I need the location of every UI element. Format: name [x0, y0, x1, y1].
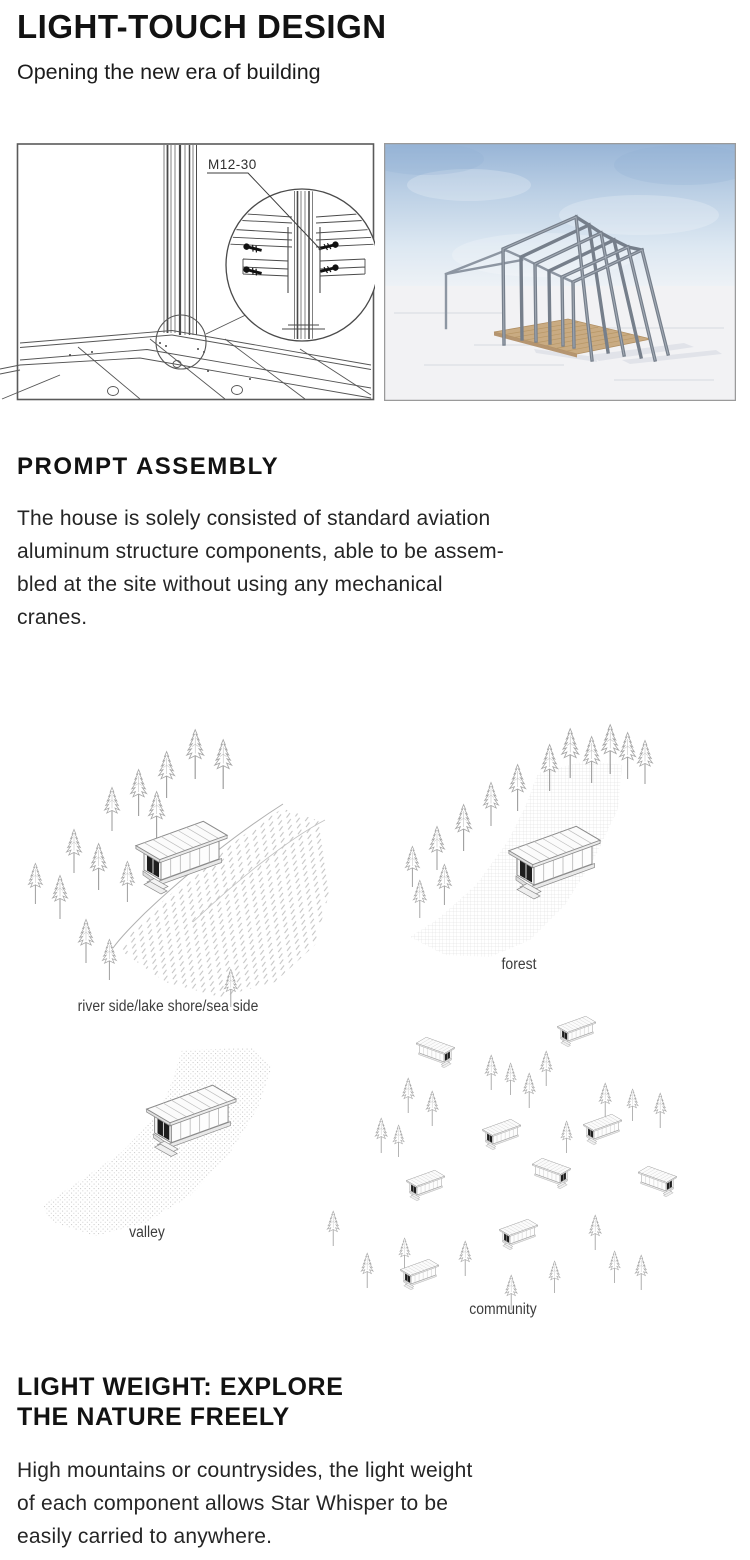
bolt-callout-label: M12-30: [208, 157, 257, 172]
pine-trees: [327, 1051, 666, 1310]
scene-river-side: [25, 710, 335, 1010]
section-body-prompt-assembly: [17, 502, 504, 634]
page-subtitle: Opening the new era of building: [17, 60, 321, 84]
section-body-light-weight: [17, 1454, 473, 1553]
body-line: cranes.: [17, 606, 88, 629]
page-title: LIGHT-TOUCH DESIGN: [17, 8, 387, 45]
scene-forest: [390, 705, 730, 975]
site-label-community: community: [469, 1301, 537, 1318]
heading-line: LIGHT WEIGHT: EXPLORE: [17, 1373, 344, 1401]
figure-frame-structure-render: [384, 143, 736, 401]
body-line: The house is solely consisted of standard aviation: [17, 507, 491, 530]
cabin-cluster: [400, 1016, 676, 1290]
body-line: bled at the site without using any mechanical: [17, 573, 443, 596]
body-line: High mountains or countrysides, the light weight: [17, 1459, 473, 1482]
figure-joint-detail-drawing: [0, 143, 375, 401]
scene-valley: [30, 1048, 315, 1243]
body-line: of each component allows Star Whisper to be: [17, 1492, 449, 1515]
body-line: easily carried to anywhere.: [17, 1525, 273, 1548]
section-heading-light-weight: [17, 1372, 344, 1432]
heading-line: THE NATURE FREELY: [17, 1403, 290, 1431]
section-heading-prompt-assembly: PROMPT ASSEMBLY: [17, 453, 280, 480]
joint-detail-drawing: [0, 143, 375, 401]
scene-community: [308, 1002, 740, 1317]
body-line: aluminum structure components, able to be assem-: [17, 540, 504, 563]
site-label-forest: forest: [501, 956, 537, 973]
site-label-river-side: river side/lake shore/sea side: [77, 998, 259, 1015]
frame-structure-render: [384, 143, 736, 401]
site-label-valley: valley: [129, 1224, 165, 1241]
